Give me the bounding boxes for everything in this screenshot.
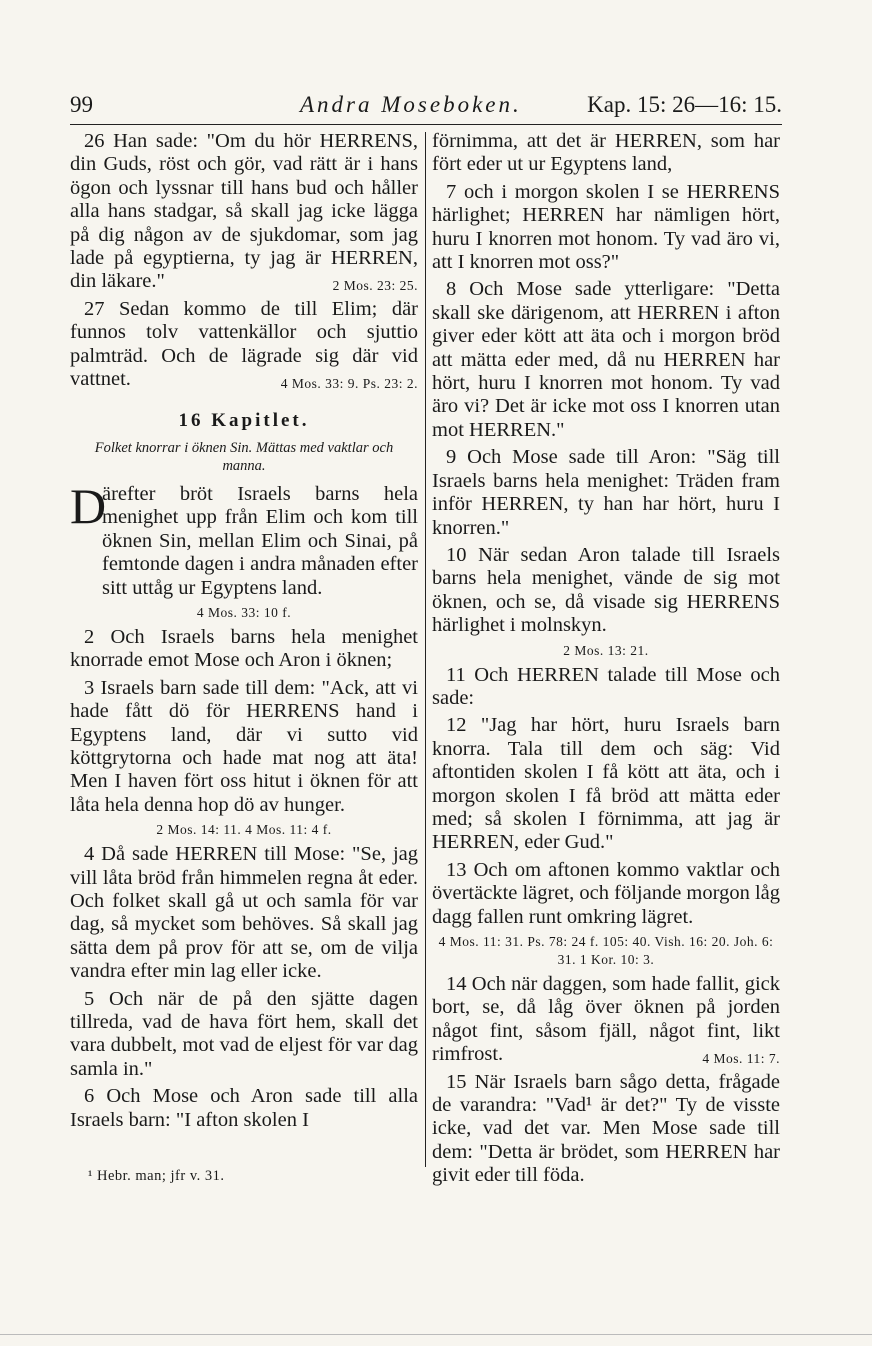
verse-16-2: 2 Och Israels barns hela menighet knorrade emot Mose och Aron i öknen; [70,625,418,672]
page-number: 99 [70,92,93,117]
verse-16-8: 8 Och Mose sade ytterligare: "Detta skall ske därigenom, att HERREN i afton giver eder kött att äta och i morgon bröd att mätta eder med, då nu HERREN har hört, huru I knorren mot honom. Ty vad äro vi? Det är icke mot oss I knorren utan mot HERREN." [432,278,780,441]
verse-16-12: 12 "Jag har hört, huru Israels barn knorra. Tala till dem och säg: Vid aftontiden skolen I få kött att äta, och i morgon skolen I få bröd att mätta eder med; så skolen I förnimma, att jag är HERREN, eder Gud." [432,714,780,854]
verse-15-27: 27 Sedan kommo de till Elim; där funnos tolv vattenkällor och sjuttio palmträd. Och de lägrade sig där vid vattnet. 4 Mos. 33: 9. Ps. 23: 2. [70,298,418,392]
verse-16-11: 11 Och HERREN talade till Mose och sade: [432,663,780,709]
cross-reference: 4 Mos. 33: 10 f. [196,604,292,620]
column-divider [425,132,426,1167]
book-title: Andra Moseboken. [300,92,522,117]
running-header [70,92,782,125]
verse-16-6-continued: förnimma, att det är HERREN, som har fört eder ut ur Egyptens land, [432,130,780,176]
footnote: ¹ Hebr. man; jfr v. 31. [88,1168,225,1184]
chapter-reference: Kap. 15: 26—16: 15. [587,92,782,117]
verse-16-9: 9 Och Mose sade till Aron: "Säg till Israels barns hela menighet: Träden fram inför HERREN, ty han har hört, huru I knorren." [432,446,780,539]
verse-16-13: 13 Och om aftonen kommo vaktlar och övertäckte lägret, och följande morgon låg dagg fallen runt omkring lägret. [432,858,780,928]
verse-16-4: 4 Då sade HERREN till Mose: "Se, jag vill låta bröd från himmelen regna åt eder. Och folket skall gå ut och samla för var dag, så mycket som behöves. Så skall jag sätta dem på prov för att se, om de vilja vandra efter min lag eller icke. [70,843,418,983]
page-edge [0,1334,872,1335]
cross-reference: 4 Mos. 11: 7. [702,1051,780,1067]
cross-reference: 2 Mos. 13: 21. [563,642,649,658]
verse-16-15: 15 När Israels barn sågo detta, frågade de varandra: "Vad¹ är det?" Ty de visste icke, vad det var. Men Mose sade till dem: "Detta är brödet, som HERREN har givit eder till föda. [432,1070,780,1187]
cross-reference: 2 Mos. 23: 25. [332,278,418,294]
cross-reference: 2 Mos. 14: 11. 4 Mos. 11: 4 f. [156,822,332,838]
verse-16-7: 7 och i morgon skolen I se HERRENS härlighet; HERREN har nämligen hört, huru I knorren mot honom. Ty vad äro vi, att I knorren mot oss?" [432,180,780,274]
verse-16-6: 6 Och Mose och Aron sade till alla Israels barn: "I afton skolen I [70,1085,418,1131]
right-column [432,130,780,1192]
verse-16-14: 14 Och när daggen, som hade fallit, gick bort, se, då låg över öknen på jorden något fint, såsom fjäll, något fint, likt rimfrost. 4 Mos. 11: 7. [432,973,780,1067]
left-column [70,130,418,1136]
cross-reference: 4 Mos. 33: 9. Ps. 23: 2. [280,376,418,392]
verse-15-26: 26 Han sade: "Om du hör HERRENS, din Guds, röst och gör, vad rätt är i hans ögon och lyssnar till hans bud och håller alla hans stadgar, så skall jag icke lägga på dig någon av de sjukdomar, som jag lade på egyptierna, ty jag är HERREN, din läkare." 2 Mos. 23: 25. [70,130,418,294]
chapter-heading: 16 Kapitlet. [178,410,310,432]
verse-16-10: 10 När sedan Aron talade till Israels barns hela menighet, vände de sig mot öknen, och se, då visade sig HERRENS härlighet i molnskyn. [432,543,780,637]
chapter-summary: Folket knorrar i öknen Sin. Mättas med vaktlar och manna. [94,439,394,474]
cross-reference: 4 Mos. 11: 31. Ps. 78: 24 f. 105: 40. Vish. 16: 20. Joh. 6: 31. 1 Kor. 10: 3. [438,934,774,967]
drop-cap: D [70,477,107,534]
verse-16-1: D ärefter bröt Israels barns hela menighet upp från Elim och kom till öknen Sin, mellan Elim och Sinai, på femtonde dagen i andra månaden efter sitt uttåg ur Egyptens land. [70,477,418,599]
verse-16-3: 3 Israels barn sade till dem: "Ack, att vi hade fått dö för HERRENS hand i Egyptens land, där vi sutto vid köttgrytorna och hade mat nog att äta! Men I haven fört oss hitut i öknen för att låta hela denna hop dö av hunger. [70,676,418,816]
verse-16-5: 5 Och när de på den sjätte dagen tillreda, vad de hava fört hem, skall det vara dubbelt, mot vad de eljest för var dag samla in." [70,987,418,1080]
